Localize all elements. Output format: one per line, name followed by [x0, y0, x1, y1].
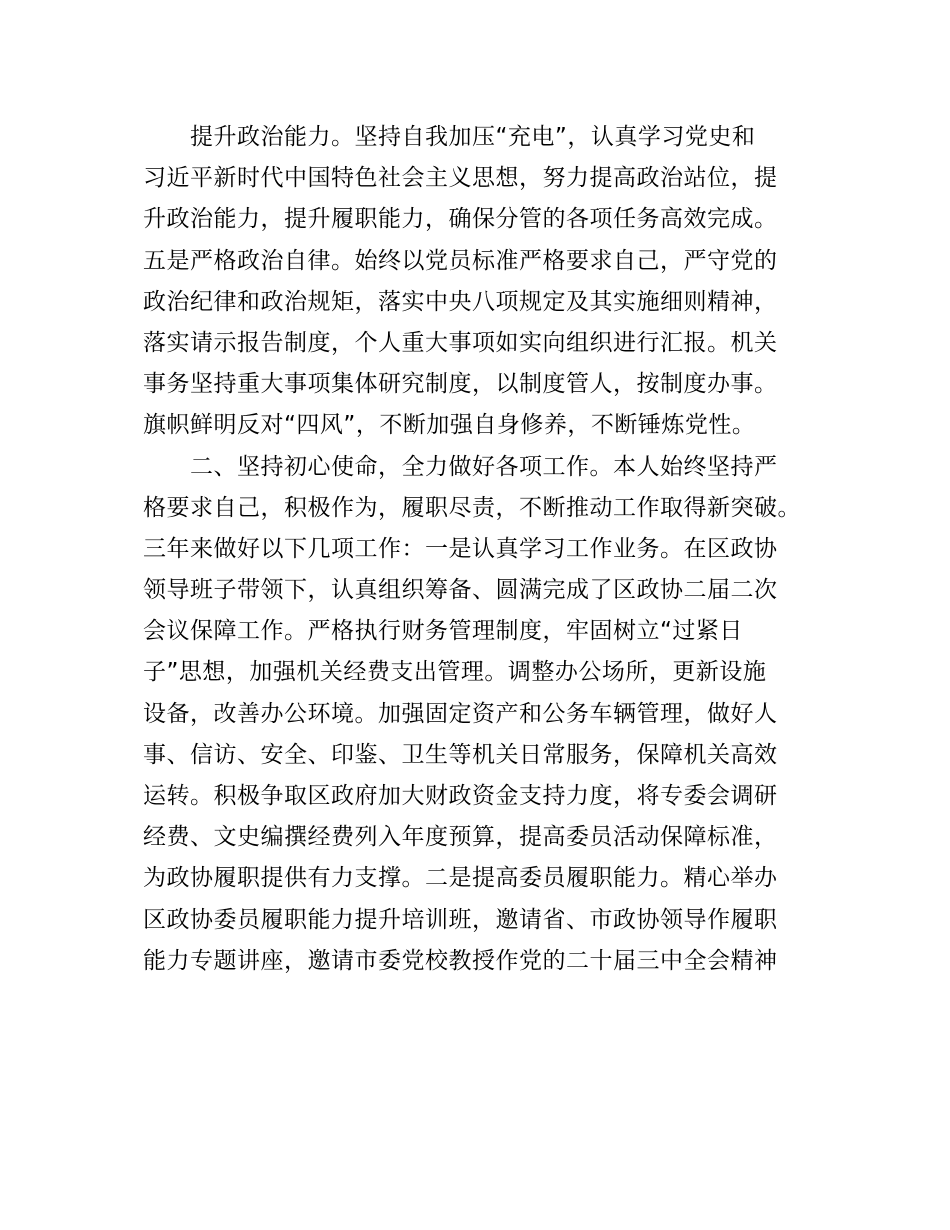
text-line: 格要求自己，积极作为，履职尽责，不断推动工作取得新突破。: [143, 494, 801, 521]
text-line: 区政协委员履职能力提升培训班，邀请省、市政协领导作履职: [143, 906, 778, 933]
text-line: 落实请示报告制度，个人重大事项如实向组织进行汇报。机关: [143, 329, 778, 356]
text-line: 习近平新时代中国特色社会主义思想，努力提高政治站位，提: [143, 165, 778, 192]
document-body: [143, 117, 823, 982]
text-line: 事、信访、安全、印鉴、卫生等机关日常服务，保障机关高效: [143, 741, 778, 768]
text-line: 会议保障工作。严格执行财务管理制度，牢固树立“过紧日: [143, 618, 743, 645]
text-line: 经费、文史编撰经费列入年度预算，提高委员活动保障标准，: [143, 824, 778, 851]
text-line: 三年来做好以下几项工作：一是认真学习工作业务。在区政协: [143, 535, 778, 562]
text-line: 子”思想，加强机关经费支出管理。调整办公场所，更新设施: [143, 659, 767, 686]
text-line: 提升政治能力。坚持自我加压“充电”，认真学习党史和: [190, 124, 756, 150]
text-line: 五是严格政治自律。始终以党员标准严格要求自己，严守党的: [143, 247, 778, 274]
text-line: 旗帜鲜明反对“四风”，不断加强自身修养，不断锤炼党性。: [143, 412, 756, 439]
text-line: 为政协履职提供有力支撑。二是提高委员履职能力。精心举办: [143, 865, 778, 892]
text-line: 运转。积极争取区政府加大财政资金支持力度，将专委会调研: [143, 783, 778, 809]
text-line: 升政治能力，提升履职能力，确保分管的各项任务高效完成。: [143, 206, 778, 233]
text-line: 二、坚持初心使命，全力做好各项工作。本人始终坚持严: [190, 453, 778, 480]
text-line: 设备，改善办公环境。加强固定资产和公务车辆管理，做好人: [143, 700, 778, 727]
text-line: 事务坚持重大事项集体研究制度，以制度管人，按制度办事。: [143, 371, 778, 398]
text-line: 政治纪律和政治规矩，落实中央八项规定及其实施细则精神，: [143, 288, 778, 315]
text-line: 领导班子带领下，认真组织筹备、圆满完成了区政协二届二次: [143, 577, 778, 604]
text-line: 能力专题讲座，邀请市委党校教授作党的二十届三中全会精神: [143, 947, 778, 974]
